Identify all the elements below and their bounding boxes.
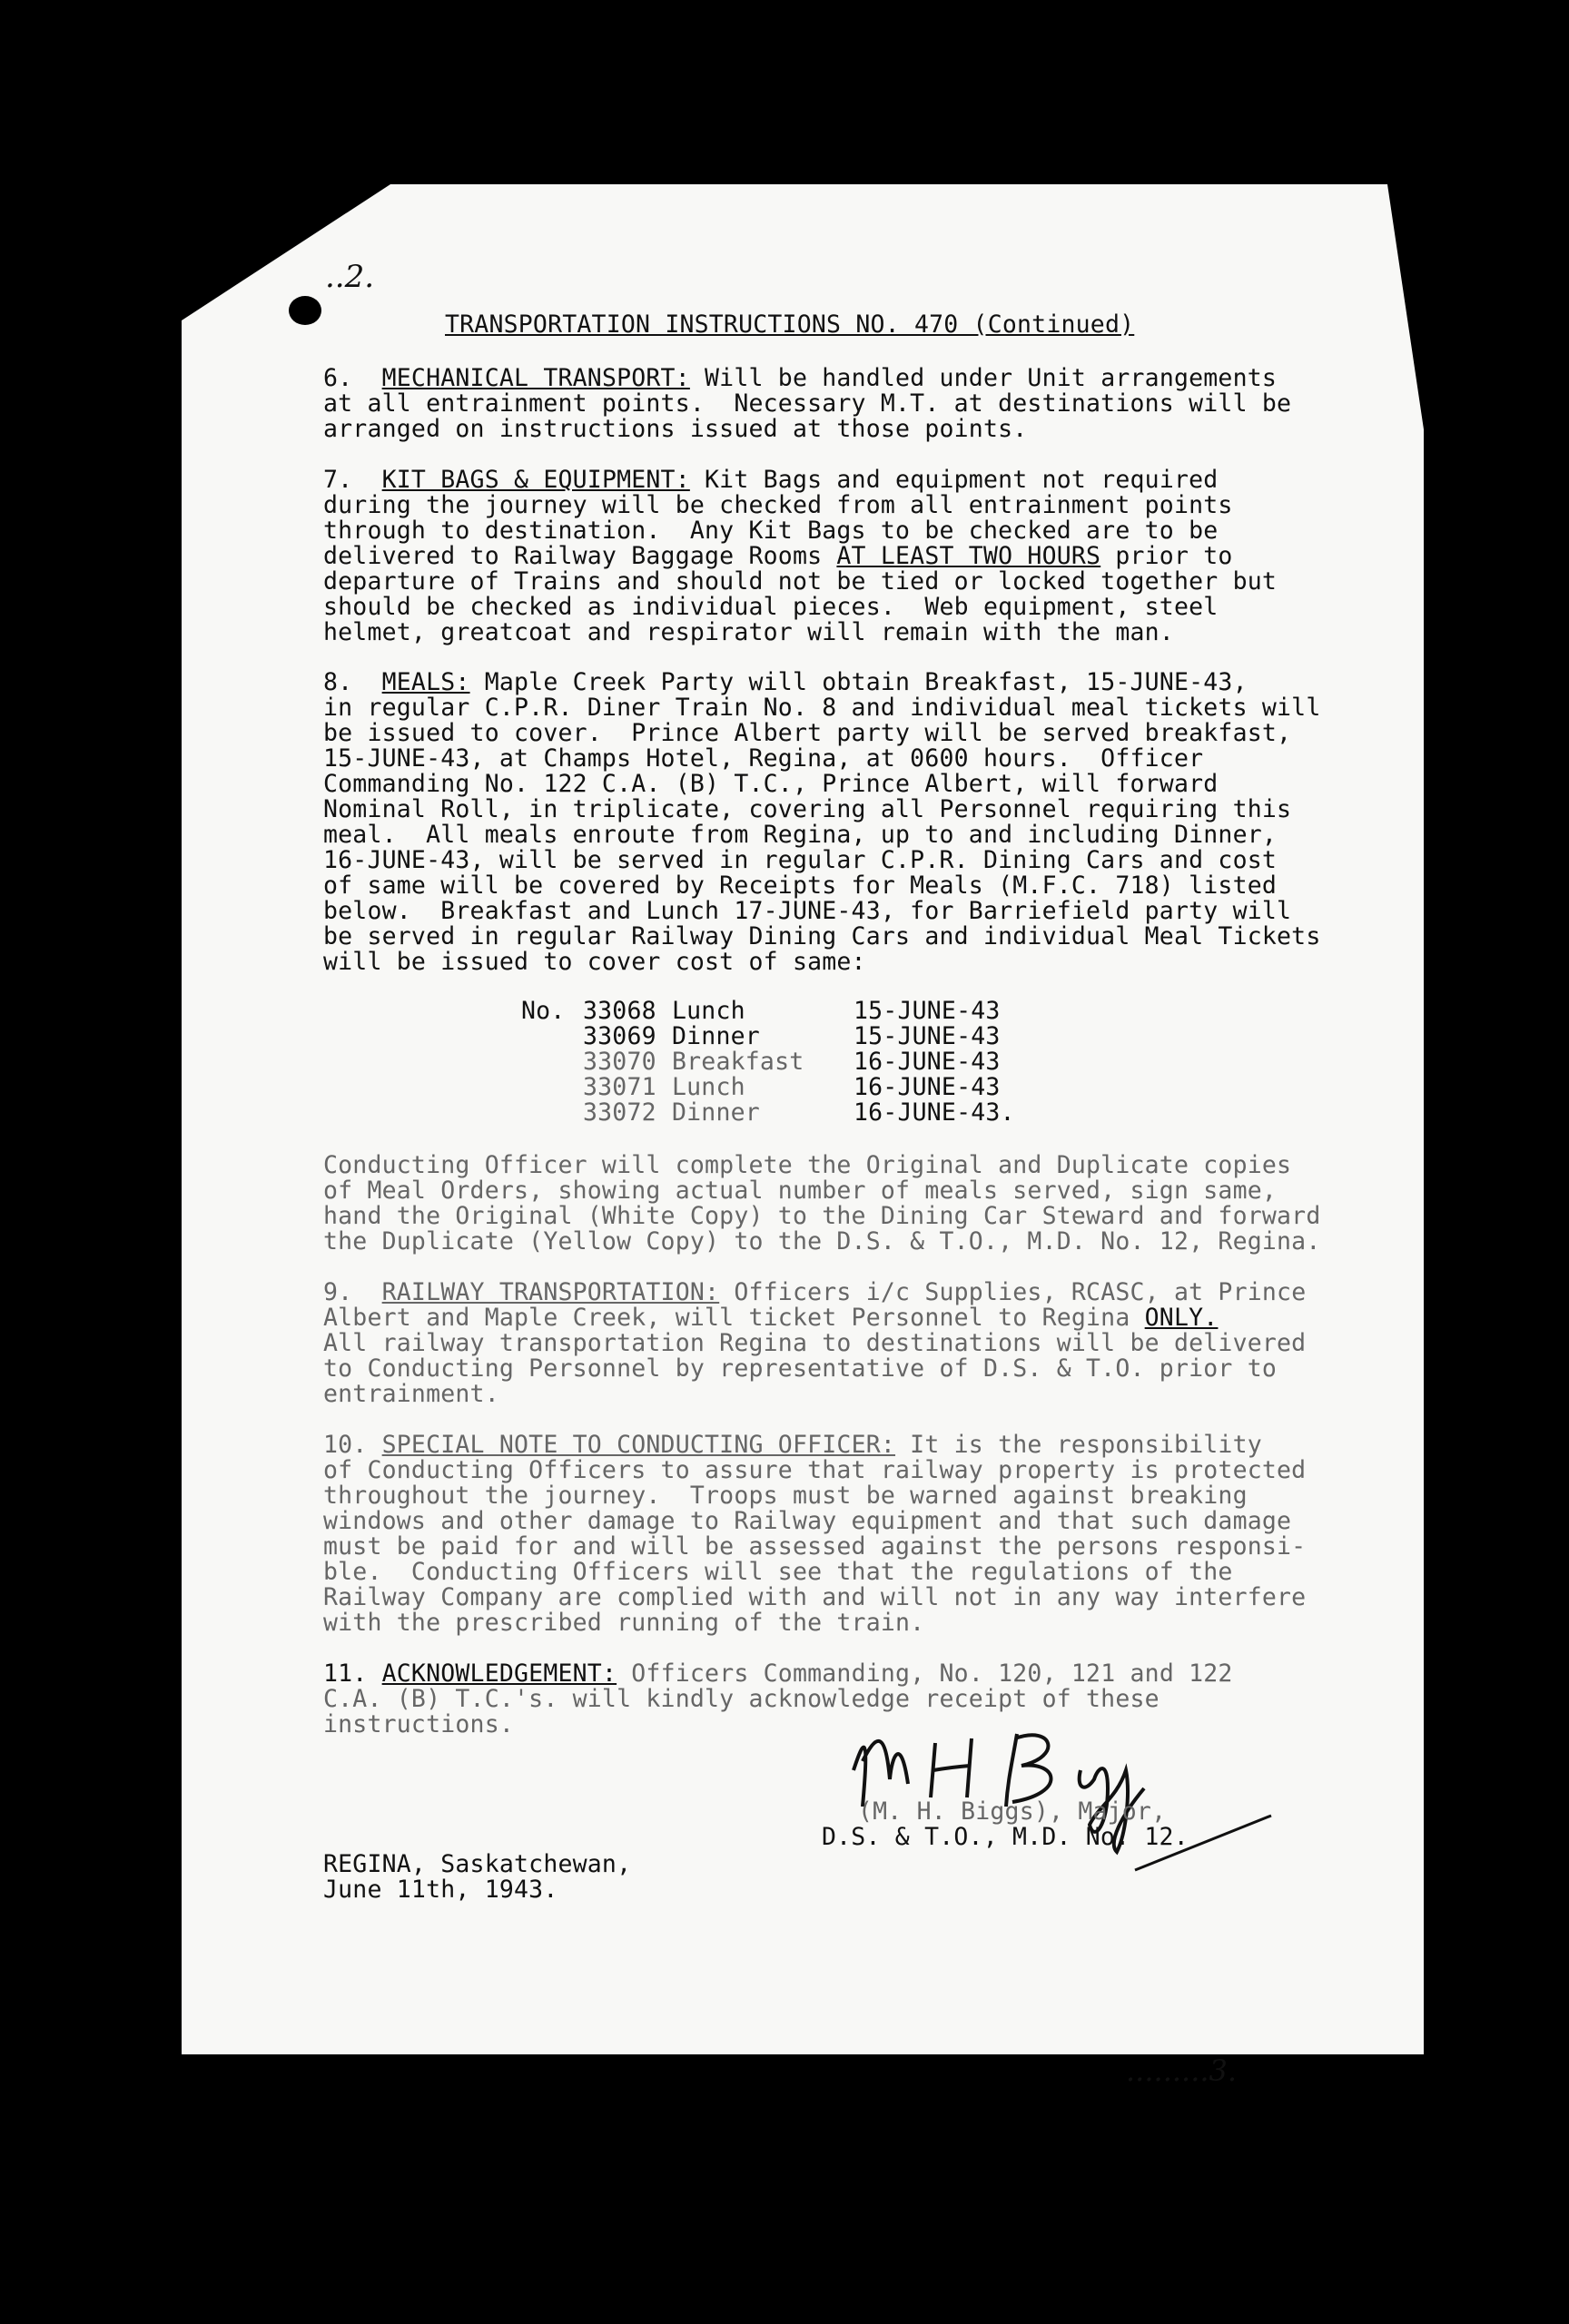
section-line xyxy=(323,544,1233,569)
place-line: REGINA, Saskatchewan, xyxy=(323,1850,632,1878)
section-title: ACKNOWLEDGEMENT: xyxy=(381,1659,617,1688)
page-marker-top: ..2. xyxy=(325,259,375,295)
section-line: Officers Commanding, No. 120, 121 and 122 xyxy=(617,1659,1233,1688)
section-line: be issued to cover. Prince Albert party will be served breakfast, xyxy=(323,719,1292,747)
meal-row-number: 33070 xyxy=(583,1048,656,1076)
section-line: ble. Conducting Officers will see that the regulations of the xyxy=(323,1558,1233,1586)
meal-row-meal: Dinner xyxy=(672,1022,760,1050)
section-line: to Conducting Personnel by representative of D.S. & T.O. prior to xyxy=(323,1354,1278,1383)
section-line: 16-JUNE-43, will be served in regular C.P.R. Dining Cars and cost xyxy=(323,846,1278,874)
document-heading: TRANSPORTATION INSTRUCTIONS NO. 470 (Continued) xyxy=(445,310,1135,339)
section-7-first-line xyxy=(323,468,1218,493)
meal-row-meal: Breakfast xyxy=(672,1048,804,1076)
meal-row-date: 15-JUNE-43 xyxy=(854,997,1001,1025)
meal-row-date: 16-JUNE-43 xyxy=(854,1073,1001,1101)
section-line: should be checked as individual pieces. Web equipment, steel xyxy=(323,593,1219,621)
section-8-first-line xyxy=(323,670,1248,695)
section-line: in regular C.P.R. Diner Train No. 8 and individual meal tickets will xyxy=(323,694,1321,722)
section-line-part: Albert and Maple Creek, will ticket Personnel to Regina xyxy=(323,1304,1145,1332)
section-line: It is the responsibility xyxy=(895,1431,1262,1459)
section-line: 15-JUNE-43, at Champs Hotel, Regina, at 0600 hours. Officer xyxy=(323,744,1204,773)
section-line-part: delivered to Railway Baggage Rooms xyxy=(323,542,837,570)
section-number: 9. xyxy=(323,1278,353,1306)
meal-table-prefix: No. xyxy=(521,997,566,1025)
meal-row-number: 33071 xyxy=(583,1073,656,1101)
section-line: below. Breakfast and Lunch 17-JUNE-43, for Barriefield party will xyxy=(323,897,1292,925)
section-9-first-line xyxy=(323,1280,1306,1305)
section-title: RAILWAY TRANSPORTATION: xyxy=(381,1278,720,1306)
meal-row-meal: Dinner xyxy=(672,1098,760,1127)
emphasis-text: ONLY. xyxy=(1144,1304,1219,1332)
date-line: June 11th, 1943. xyxy=(323,1876,558,1904)
section-line: Nominal Roll, in triplicate, covering all Personnel requiring this xyxy=(323,795,1292,823)
meal-row-date: 15-JUNE-43 xyxy=(854,1022,1001,1050)
section-line-part: prior to xyxy=(1100,542,1233,570)
section-number: 11. xyxy=(323,1659,368,1688)
section-number: 7. xyxy=(323,466,353,494)
page-marker-bottom: .........3. xyxy=(1126,2053,1238,2088)
section-title: KIT BAGS & EQUIPMENT: xyxy=(381,466,690,494)
conducting-line: the Duplicate (Yellow Copy) to the D.S. & T.O., M.D. No. 12, Regina. xyxy=(323,1227,1321,1256)
section-10-first-line xyxy=(323,1433,1262,1458)
conducting-line: Conducting Officer will complete the Original and Duplicate copies xyxy=(323,1151,1292,1179)
section-11-first-line xyxy=(323,1661,1233,1687)
section-line: of same will be covered by Receipts for Meals (M.F.C. 718) listed xyxy=(323,872,1278,900)
section-line: throughout the journey. Troops must be warned against breaking xyxy=(323,1482,1248,1510)
section-line: Railway Company are complied with and will not in any way interfere xyxy=(323,1583,1307,1611)
emphasis-text: AT LEAST TWO HOURS xyxy=(836,542,1101,570)
section-title: MECHANICAL TRANSPORT: xyxy=(381,364,690,392)
section-line: helmet, greatcoat and respirator will remain with the man. xyxy=(323,618,1174,646)
conducting-line: hand the Original (White Copy) to the Dining Car Steward and forward xyxy=(323,1202,1321,1230)
section-line: arranged on instructions issued at those points. xyxy=(323,415,1028,443)
section-line: will be issued to cover cost of same: xyxy=(323,948,866,976)
section-line: must be paid for and will be assessed against the persons responsi- xyxy=(323,1532,1307,1561)
section-line: Officers i/c Supplies, RCASC, at Prince xyxy=(719,1278,1307,1306)
meal-row-meal: Lunch xyxy=(672,1073,745,1101)
section-line: with the prescribed running of the train. xyxy=(323,1609,925,1637)
section-line xyxy=(323,1305,1218,1331)
section-line: Kit Bags and equipment not required xyxy=(689,466,1219,494)
section-title: MEALS: xyxy=(381,668,470,696)
signature-text xyxy=(849,1707,854,1708)
meal-row-meal: Lunch xyxy=(672,997,745,1025)
section-line: windows and other damage to Railway equipment and that such damage xyxy=(323,1507,1292,1535)
section-line: of Conducting Officers to assure that railway property is protected xyxy=(323,1456,1307,1484)
meal-row-number: 33072 xyxy=(583,1098,656,1127)
section-line: instructions. xyxy=(323,1710,515,1738)
meal-row-number: 33069 xyxy=(583,1022,656,1050)
meal-row-number: 33068 xyxy=(583,997,656,1025)
section-line: entrainment. xyxy=(323,1380,499,1408)
section-6-first-line xyxy=(323,366,1277,391)
section-number: 8. xyxy=(323,668,353,696)
section-number: 6. xyxy=(323,364,353,392)
section-line: meal. All meals enroute from Regina, up to and including Dinner, xyxy=(323,821,1278,849)
section-line: through to destination. Any Kit Bags to be checked are to be xyxy=(323,517,1219,545)
meal-row-date: 16-JUNE-43. xyxy=(854,1098,1015,1127)
signatory-name: (M. H. Biggs), Major, xyxy=(858,1797,1167,1826)
section-line: at all entrainment points. Necessary M.T. at destinations will be xyxy=(323,389,1292,418)
section-line: during the journey will be checked from all entrainment points xyxy=(323,491,1233,519)
section-line: All railway transportation Regina to destinations will be delivered xyxy=(323,1329,1307,1357)
signatory-title: D.S. & T.O., M.D. No. 12. xyxy=(822,1823,1189,1851)
meal-row-date: 16-JUNE-43 xyxy=(854,1048,1001,1076)
section-line: Will be handled under Unit arrangements xyxy=(689,364,1278,392)
section-line: Commanding No. 122 C.A. (B) T.C., Prince Albert, will forward xyxy=(323,770,1219,798)
section-number: 10. xyxy=(323,1431,368,1459)
section-line: Maple Creek Party will obtain Breakfast, 15-JUNE-43, xyxy=(469,668,1248,696)
punch-hole xyxy=(289,296,321,325)
section-line: C.A. (B) T.C.'s. will kindly acknowledge receipt of these xyxy=(323,1685,1159,1713)
section-title: SPECIAL NOTE TO CONDUCTING OFFICER: xyxy=(381,1431,896,1459)
conducting-line: of Meal Orders, showing actual number of meals served, sign same, xyxy=(323,1177,1278,1205)
section-line: departure of Trains and should not be tied or locked together but xyxy=(323,567,1278,596)
section-line: be served in regular Railway Dining Cars and individual Meal Tickets xyxy=(323,922,1321,950)
